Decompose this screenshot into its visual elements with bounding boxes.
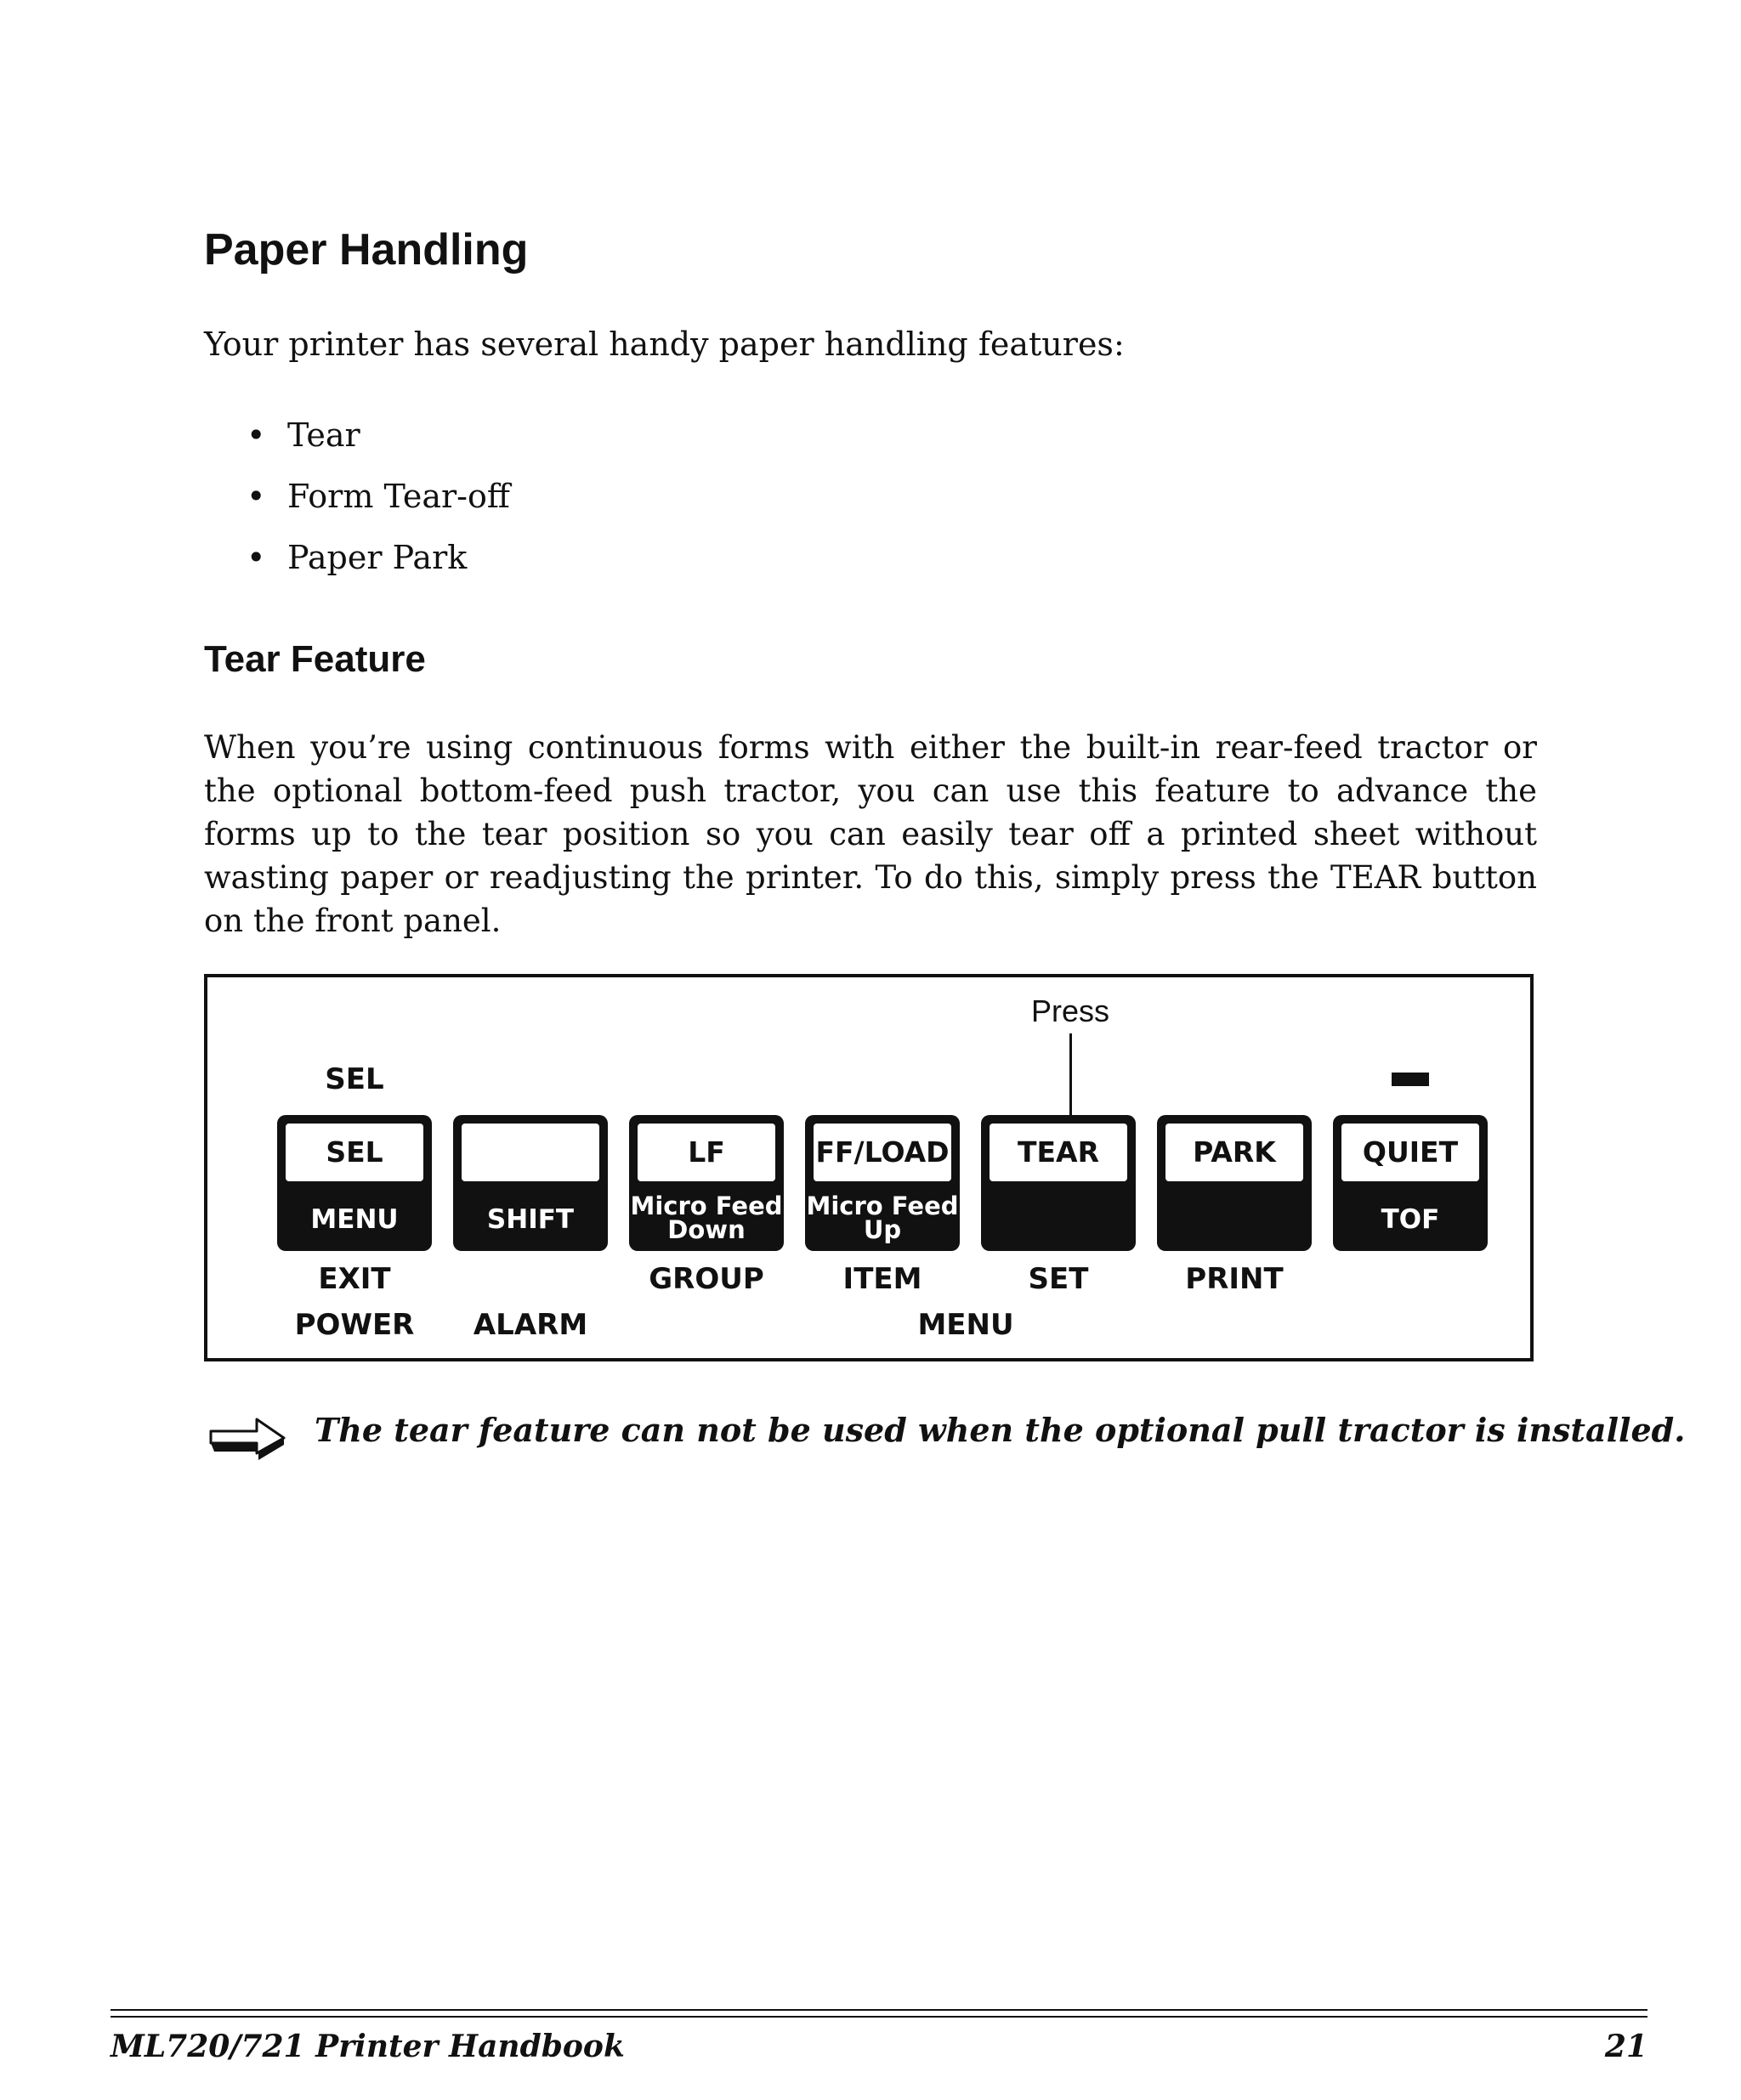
list-item: • Tear [247,405,510,466]
note-text: The tear feature can not be used when the optional pull tractor is installed. [315,1411,1686,1449]
section-title: Paper Handling [204,225,529,275]
alarm-label: ALARM [473,1308,588,1342]
key-top-label: SEL [286,1124,423,1181]
quiet-tof-key [1333,1115,1488,1251]
group-label: GROUP [649,1262,764,1296]
key-top-label: QUIET [1341,1124,1479,1181]
shift-key [453,1115,608,1251]
set-label: SET [1028,1262,1089,1296]
key-top-label [462,1124,599,1181]
key-top-label: LF [638,1124,775,1181]
key-bottom-label [1157,1188,1312,1251]
key-bottom-label: TOF [1381,1204,1440,1235]
exit-label: EXIT [318,1262,391,1296]
key-top-label: PARK [1165,1124,1303,1181]
front-panel-diagram [204,974,1534,1361]
tear-key [981,1115,1136,1251]
sel-menu-key [277,1115,432,1251]
lf-key [629,1115,784,1251]
print-label: PRINT [1185,1262,1284,1296]
note-arrow-icon [207,1409,289,1463]
footer-rule [111,2009,1647,2011]
key-bottom-label: SHIFT [486,1204,575,1235]
key-bottom-label: Micro Feed Down [630,1192,783,1244]
feature-list [247,405,510,588]
press-label: Press [1030,993,1110,1028]
quiet-indicator-led [1392,1073,1429,1086]
ff-load-key [805,1115,960,1251]
item-label: ITEM [842,1262,922,1296]
page-number: 21 [1604,2029,1647,2064]
footer-title: ML720/721 Printer Handbook [111,2029,625,2064]
key-bottom-label: Micro Feed Up [806,1192,959,1244]
menu-label: MENU [917,1308,1014,1342]
press-pointer-line [1069,1033,1072,1120]
park-key [1157,1115,1312,1251]
footer-rule [111,2016,1647,2018]
tear-feature-paragraph: When you’re using continuous forms with either the built-in rear-feed tractor or the optional bottom-feed push tractor, you can use this feature to advance the forms up to the tear position so you can easily tear off a printed sheet without wasting paper or readjusting the printer. To do this, simply press the TEAR button on the front panel. [204,729,1537,939]
key-bottom-label: MENU [310,1204,399,1235]
power-label: POWER [294,1308,415,1342]
list-item: • Form Tear-off [247,466,510,527]
key-bottom-label [981,1188,1136,1251]
list-item: • Paper Park [247,527,510,588]
intro-text: Your printer has several handy paper handling features: [204,325,1125,363]
sel-indicator-label: SEL [325,1062,384,1096]
key-top-label: FF/LOAD [814,1124,951,1181]
key-top-label: TEAR [990,1124,1127,1181]
subsection-title: Tear Feature [204,638,426,680]
